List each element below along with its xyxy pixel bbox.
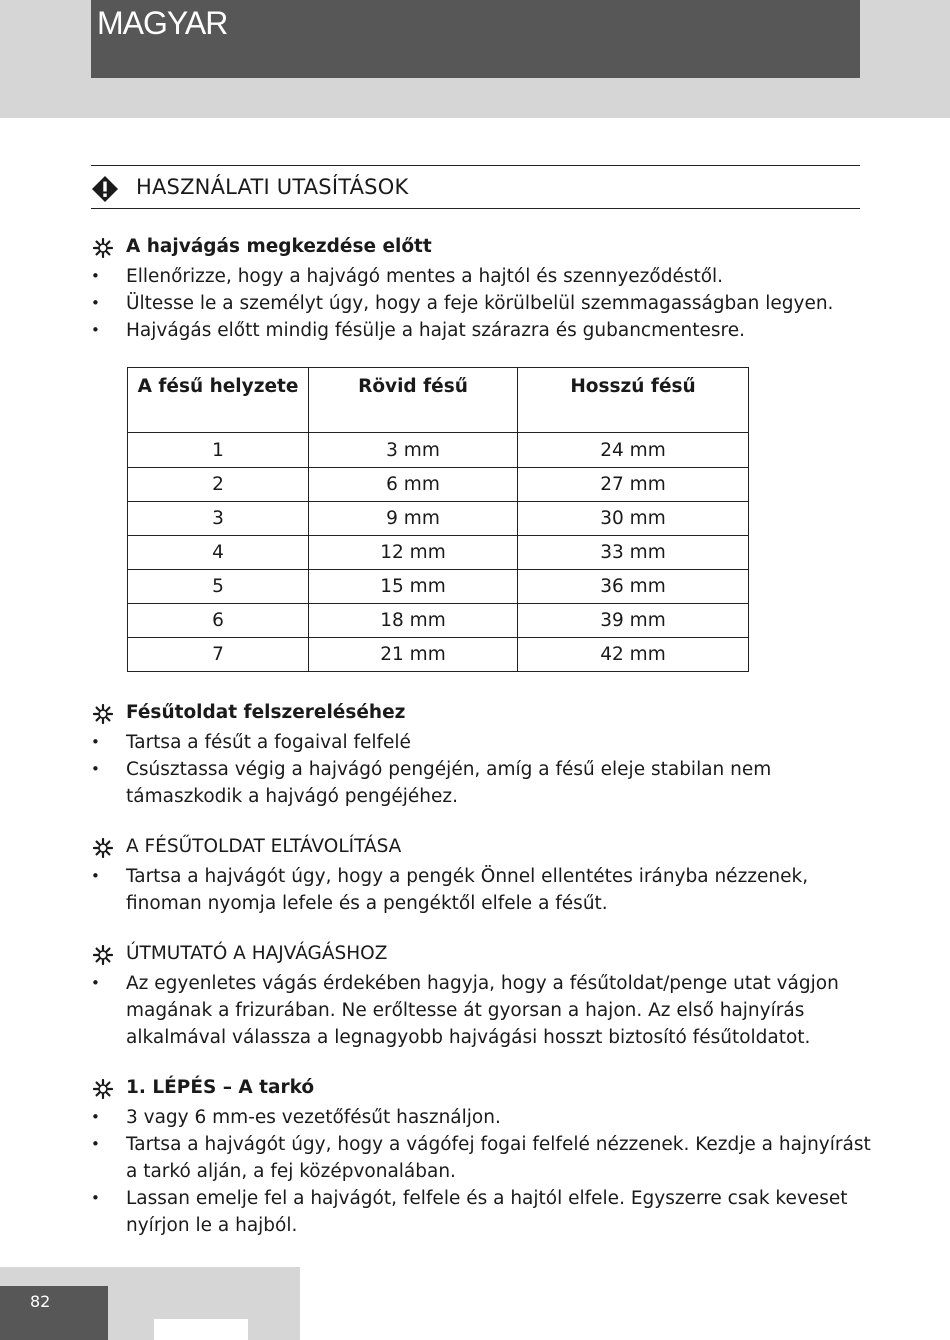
language-label: MAGYAR <box>97 5 228 41</box>
table-cell: 7 <box>128 638 309 672</box>
comb-length-table <box>127 367 749 672</box>
table-cell: 6 <box>128 604 309 638</box>
step1-title: 1. LÉPÉS – A tarkó <box>126 1077 315 1098</box>
cutting-guide-list <box>91 970 871 1051</box>
section-header <box>91 165 860 209</box>
starburst-icon <box>93 1079 113 1099</box>
attach-comb-block <box>91 702 871 810</box>
list-item: • Lassan emelje fel a hajvágót, felfele és a hajtól elfele. Egyszerre csak keveset nyírjon le a hajból. <box>91 1185 871 1239</box>
remove-comb-title: A FÉSŰTOLDAT ELTÁVOLÍTÁSA <box>126 836 402 857</box>
list-item: • Ellenőrizze, hogy a hajvágó mentes a hajtól és szennyeződéstől. <box>91 263 871 290</box>
attach-comb-list <box>91 729 871 810</box>
list-item: • Csúsztassa végig a hajvágó pengéjén, amíg a fésű eleje stabilan nem támaszkodik a hajvágó pengéjéhez. <box>91 756 871 810</box>
section-title: HASZNÁLATI UTASÍTÁSOK <box>136 175 409 199</box>
page-number-box <box>0 1286 108 1340</box>
remove-comb-block <box>91 836 871 917</box>
table-cell: 2 <box>128 468 309 502</box>
attach-comb-title: Fésűtoldat felszereléséhez <box>126 702 406 723</box>
table-cell: 3 mm <box>309 433 518 468</box>
step1-block <box>91 1077 871 1239</box>
table-cell: 18 mm <box>309 604 518 638</box>
list-item: • Ültesse le a személyt úgy, hogy a feje körülbelül szemmagasságban legyen. <box>91 290 871 317</box>
table-cell: 30 mm <box>518 502 749 536</box>
table-cell: 21 mm <box>309 638 518 672</box>
table-row <box>128 638 749 672</box>
table-header: Rövid fésű <box>309 368 518 433</box>
remove-comb-list <box>91 863 871 917</box>
starburst-icon <box>93 838 113 858</box>
table-cell: 42 mm <box>518 638 749 672</box>
list-item: • Tartsa a hajvágót úgy, hogy a vágófej fogai felfelé nézzenek. Kezdje a hajnyírást a tarkó alján, a fej középvonalában. <box>91 1131 871 1185</box>
step1-list <box>91 1104 871 1239</box>
table-row <box>128 433 749 468</box>
starburst-icon <box>93 945 113 965</box>
table-row <box>128 570 749 604</box>
table-cell: 27 mm <box>518 468 749 502</box>
warning-icon <box>91 175 119 203</box>
table-cell: 4 <box>128 536 309 570</box>
page-number: 82 <box>30 1292 51 1311</box>
list-item: • Hajvágás előtt mindig fésülje a hajat szárazra és gubancmentesre. <box>91 317 871 344</box>
starburst-icon <box>93 238 113 258</box>
table-cell: 1 <box>128 433 309 468</box>
list-item: • 3 vagy 6 mm-es vezetőfésűt használjon. <box>91 1104 871 1131</box>
cutting-guide-title: ÚTMUTATÓ A HAJVÁGÁSHOZ <box>126 943 388 964</box>
language-banner <box>91 0 860 78</box>
table-cell: 39 mm <box>518 604 749 638</box>
footer-tab <box>154 1319 248 1340</box>
table-row <box>128 502 749 536</box>
before-cutting-list <box>91 263 871 344</box>
table-cell: 33 mm <box>518 536 749 570</box>
table-cell: 15 mm <box>309 570 518 604</box>
table-cell: 36 mm <box>518 570 749 604</box>
table-cell: 24 mm <box>518 433 749 468</box>
table-cell: 9 mm <box>309 502 518 536</box>
starburst-icon <box>93 704 113 724</box>
table-row <box>128 604 749 638</box>
table-header: Hosszú fésű <box>518 368 749 433</box>
table-header: A fésű helyzete <box>128 368 309 433</box>
list-item: • Tartsa a hajvágót úgy, hogy a pengék Önnel ellentétes irányba nézzenek, finoman nyomja lefele és a pengéktől elfele a fésűt. <box>91 863 871 917</box>
table-cell: 6 mm <box>309 468 518 502</box>
table-cell: 3 <box>128 502 309 536</box>
list-item: • Az egyenletes vágás érdekében hagyja, hogy a fésűtoldat/penge utat vágjon magának a frizurában. Ne erőltesse át gyorsan a hajon. Az első hajnyírás alkalmával válassza a legnagyobb hajvágási hosszt biztosító fésűtoldatot. <box>91 970 871 1051</box>
cutting-guide-block <box>91 943 871 1051</box>
table-row <box>128 536 749 570</box>
table-cell: 12 mm <box>309 536 518 570</box>
before-cutting-title: A hajvágás megkezdése előtt <box>126 236 432 257</box>
before-cutting-block <box>91 236 871 344</box>
table-row <box>128 468 749 502</box>
table-cell: 5 <box>128 570 309 604</box>
list-item: • Tartsa a fésűt a fogaival felfelé <box>91 729 871 756</box>
